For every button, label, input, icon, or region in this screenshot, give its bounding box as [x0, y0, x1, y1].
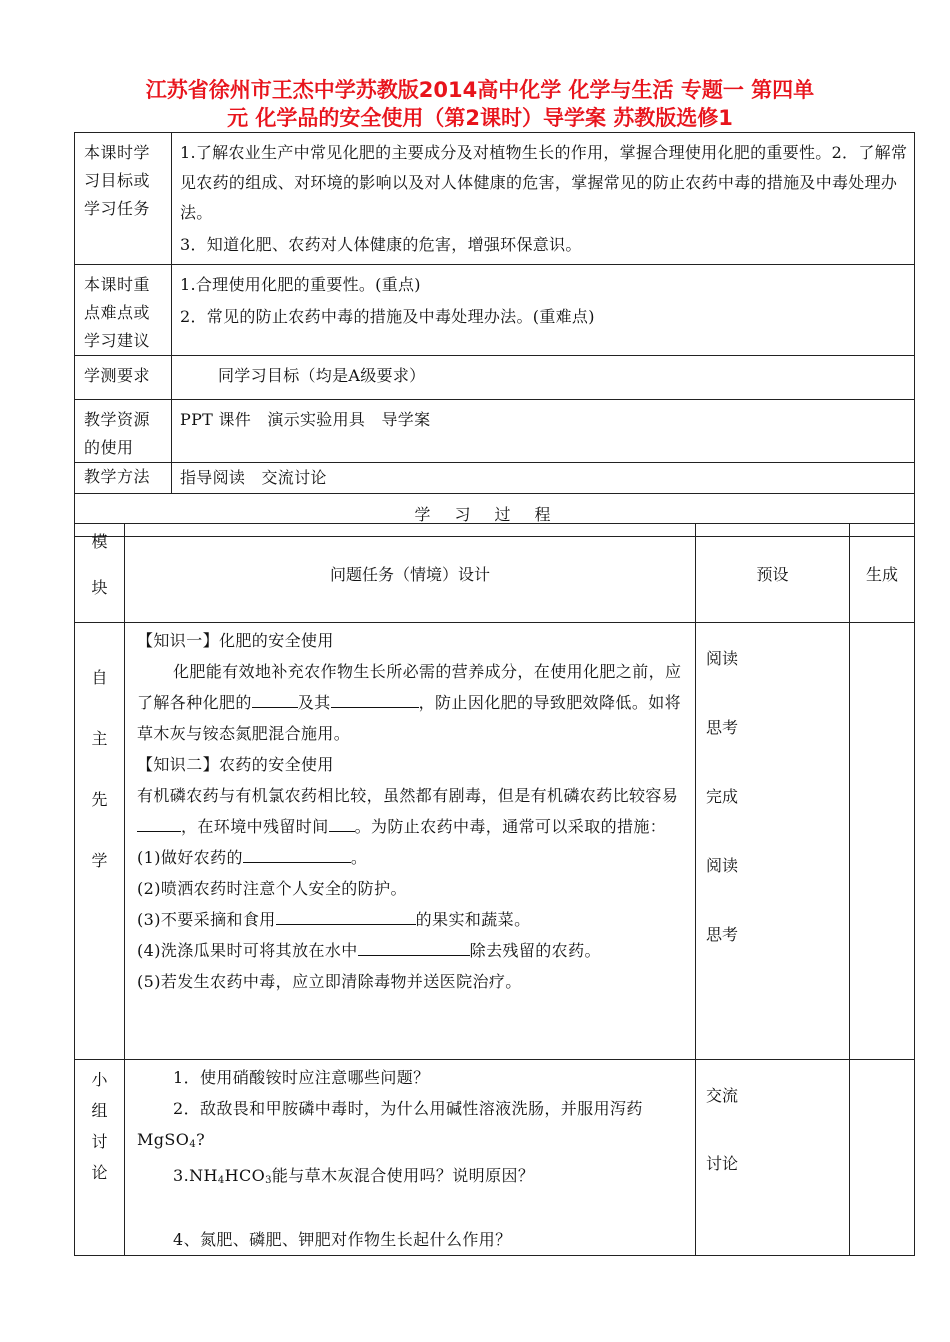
text-segment: 能与草木灰混合使用吗？说明原因？: [271, 1166, 535, 1185]
test-label: 学测要求: [75, 356, 172, 400]
process-header: 学习过程: [75, 494, 915, 537]
method-row: [75, 463, 915, 494]
test-row: [75, 356, 915, 400]
module-header-char-1: 模: [91, 532, 108, 551]
title-line-2: 元 化学品的安全使用（第2课时）导学案 苏教版选修1: [227, 106, 733, 130]
group-module: [75, 1060, 125, 1256]
goals-label: 本课时学习目标或学习任务: [75, 133, 172, 265]
module-char: 自: [91, 668, 108, 687]
self-study-module: [75, 623, 125, 1060]
question-4: 4、氮肥、磷肥、钾肥对作物生长起什么作用？: [173, 1230, 512, 1249]
subscript: 4: [189, 1139, 197, 1150]
subscript: 4: [217, 1175, 225, 1186]
preset-item: 完成: [706, 787, 739, 806]
resources-row: [75, 400, 915, 463]
module-char: 讨: [91, 1132, 108, 1151]
keypoints-row: [75, 265, 915, 356]
keypoints-text-2: 2．常见的防止农药中毒的措施及中毒处理办法。(重难点): [180, 307, 595, 326]
process-head-row: [75, 524, 915, 623]
measure-item-5: (5)若发生农药中毒，应立即清除毒物并送医院治疗。: [137, 972, 522, 991]
fill-blank[interactable]: [252, 689, 298, 708]
keypoints-text-1: 1.合理使用化肥的重要性。(重点): [180, 275, 421, 294]
self-study-generate: [850, 623, 915, 1060]
text-segment: 化肥能有效地补充农作物生长所必需的营养成分，在使用化肥之前，应了解各种化肥的: [137, 662, 682, 712]
preset-item: 讨论: [706, 1154, 739, 1173]
question-3: [137, 1160, 683, 1196]
module-char: 小: [91, 1070, 108, 1089]
text-segment: ，在环境中残留时间: [181, 817, 329, 836]
text-segment: HCO: [224, 1166, 266, 1185]
goals-text-2: 3．知道化肥、农药对人体健康的危害，增强环保意识。: [180, 235, 582, 254]
module-header: [75, 524, 125, 623]
self-study-presets: [696, 623, 850, 1060]
preset-item: 阅读: [706, 649, 739, 668]
measure-item-4: [137, 935, 683, 966]
preset-item: 思考: [706, 925, 739, 944]
question-1: 1．使用硝酸铵时应注意哪些问题？: [173, 1068, 430, 1087]
task-header: 问题任务（情境）设计: [125, 524, 696, 623]
text-segment: (3)不要采摘和食用: [137, 910, 276, 929]
knowledge-2-title: 【知识二】农药的安全使用: [137, 755, 334, 774]
subscript: 3: [265, 1175, 272, 1186]
generate-header: 生成: [850, 524, 915, 623]
goals-content: [172, 133, 915, 265]
resources-content: PPT 课件 演示实验用具 导学案: [172, 400, 915, 463]
text-segment: 。: [350, 848, 368, 867]
goals-row: [75, 133, 915, 265]
group-generate: [850, 1060, 915, 1256]
measure-item-3: [137, 904, 683, 935]
title-line-1: 江苏省徐州市王杰中学苏教版2014高中化学 化学与生活 专题一 第四单: [145, 78, 815, 102]
goals-text-1: 1.了解农业生产中常见化肥的主要成分及对植物生长的作用，掌握合理使用化肥的重要性。2．了解常见农药的组成、对环境的影响以及对人体健康的危害，掌握常见的防止农药中毒的措施及中毒处理办法。: [180, 143, 908, 222]
text-segment: 及其: [297, 693, 331, 712]
fill-blank[interactable]: [331, 689, 419, 708]
text-segment: 除去残留的农药。: [469, 941, 601, 960]
document-title: [70, 76, 890, 132]
measure-item-2: (2)喷洒农药时注意个人安全的防护。: [137, 879, 407, 898]
knowledge-1-title: 【知识一】化肥的安全使用: [137, 631, 334, 650]
method-content: 指导阅读 交流讨论: [172, 463, 915, 494]
resources-label: 教学资源的使用: [75, 400, 172, 463]
preset-item: 阅读: [706, 856, 739, 875]
text-segment: (4)洗涤瓜果时可将其放在水中: [137, 941, 358, 960]
module-char: 学: [91, 851, 108, 870]
self-study-row: [75, 623, 915, 1060]
module-char: 先: [91, 790, 108, 809]
test-content: 同学习目标（均是A级要求）: [172, 356, 915, 400]
module-header-char-2: 块: [91, 578, 108, 597]
knowledge-1-paragraph: [137, 656, 683, 749]
text-segment: 有机磷农药与有机氯农药相比较，虽然都有剧毒，但是有机磷农药比较容易: [137, 786, 679, 805]
measure-item-1: [137, 842, 683, 873]
overview-table: [74, 132, 915, 537]
module-char: 组: [91, 1101, 108, 1120]
keypoints-label: 本课时重点难点或学习建议: [75, 265, 172, 356]
module-char: 论: [91, 1163, 108, 1182]
text-segment: 2．敌敌畏和甲胺磷中毒时，为什么用碱性溶液洗肠，并服用泻药MgSO: [137, 1099, 643, 1149]
process-table: [74, 523, 915, 1256]
knowledge-2-paragraph: [137, 780, 683, 842]
text-segment: ?: [196, 1130, 206, 1149]
fill-blank[interactable]: [137, 813, 181, 832]
text-segment: ，防止因化肥的导致肥效降低。如将草木灰与铵态氮肥混合施用。: [137, 693, 682, 743]
preset-item: 交流: [706, 1086, 739, 1105]
group-content: [125, 1060, 696, 1256]
text-segment: (1)做好农药的: [137, 848, 243, 867]
keypoints-content: [172, 265, 915, 356]
preset-item: 思考: [706, 718, 739, 737]
text-segment: 的果实和蔬菜。: [415, 910, 531, 929]
question-2: [137, 1093, 683, 1160]
text-segment: 3.NH: [173, 1166, 218, 1185]
fill-blank[interactable]: [276, 906, 416, 925]
method-label: 教学方法: [75, 463, 172, 494]
group-discussion-row: [75, 1060, 915, 1256]
text-segment: 。为防止农药中毒，通常可以采取的措施：: [354, 817, 667, 836]
fill-blank[interactable]: [358, 937, 470, 956]
module-char: 主: [91, 729, 108, 748]
group-presets: [696, 1060, 850, 1256]
fill-blank[interactable]: [243, 844, 351, 863]
fill-blank[interactable]: [329, 813, 355, 832]
preset-header: 预设: [696, 524, 850, 623]
self-study-content: [125, 623, 696, 1060]
